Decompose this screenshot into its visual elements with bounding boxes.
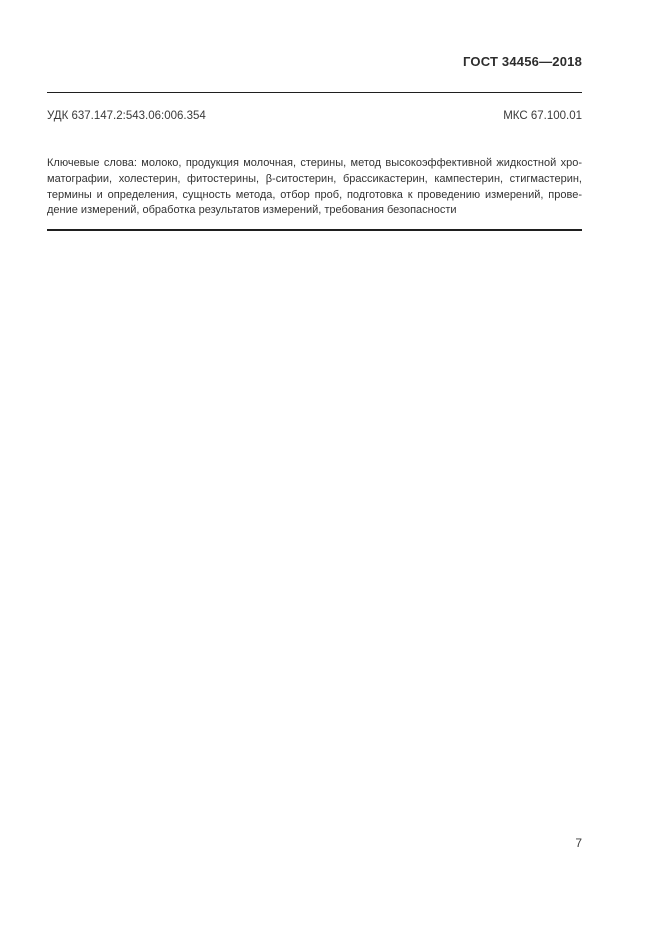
document-code: ГОСТ 34456—2018 — [463, 54, 582, 69]
classification-row — [47, 110, 582, 122]
keywords-line: термины и определения, сущность метода, отбор проб, подготовка к проведению измерений, прове- — [47, 188, 582, 201]
mks-code: МКС 67.100.01 — [503, 110, 582, 122]
keywords-line: матографии, холестерин, фитостерины, β-ситостерин, брассикастерин, кампестерин, стигмастерин, — [47, 172, 582, 185]
keywords-paragraph — [47, 156, 582, 219]
footer-rule — [47, 229, 582, 231]
header-rule — [47, 92, 582, 93]
page-number: 7 — [575, 836, 582, 850]
keywords-line: Ключевые слова: молоко, продукция молочная, стерины, метод высокоэффективной жидкостной хро- — [47, 157, 582, 169]
udk-code: УДК 637.147.2:543.06:006.354 — [47, 110, 206, 122]
keywords-line: дение измерений, обработка результатов измерений, требования безопасности — [47, 204, 457, 217]
